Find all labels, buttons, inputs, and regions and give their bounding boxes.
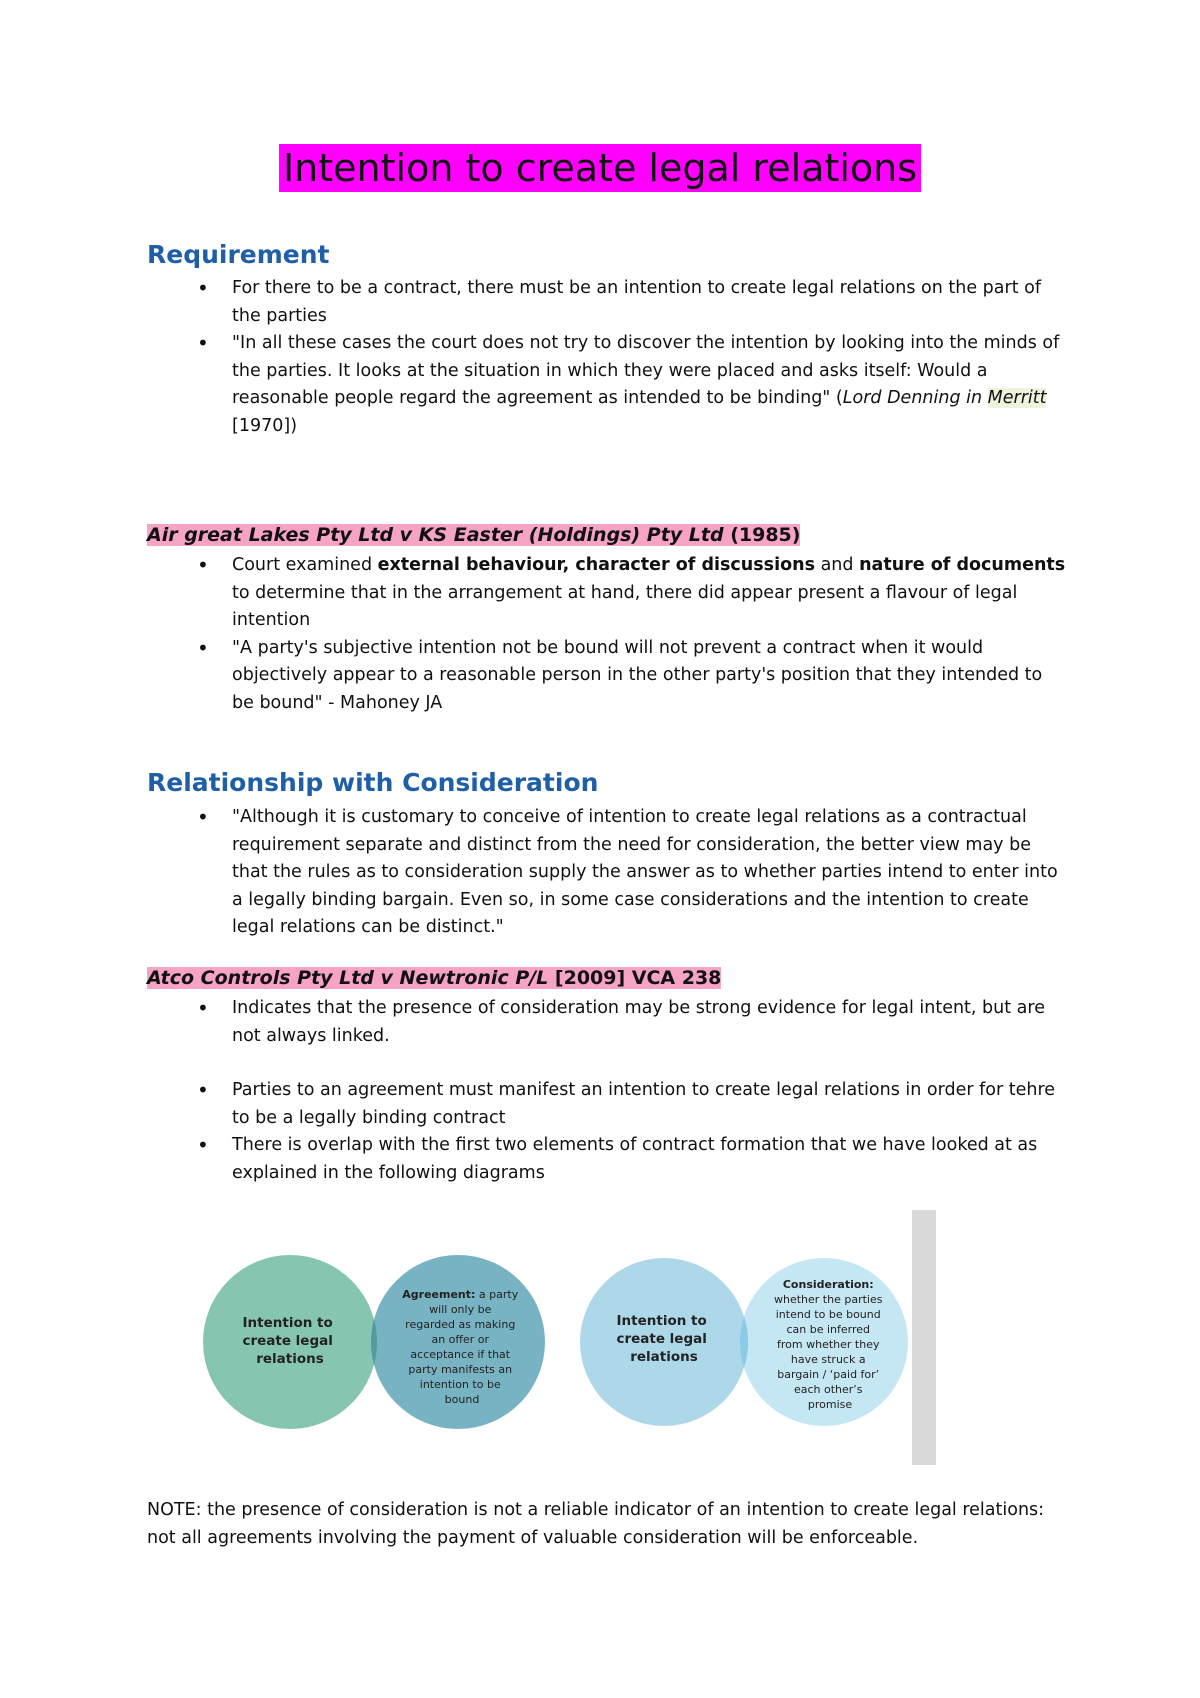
case1-bullet-1-rest: to determine that in the arrangement at hand, there did appear present a flavour of legal intention — [232, 582, 1018, 630]
venn-left-line: Intention to — [616, 1313, 707, 1329]
venn-diagram-consideration — [580, 1258, 908, 1426]
citation-case: Merritt — [987, 388, 1047, 408]
venn-right-line: can be inferred — [786, 1323, 871, 1336]
case2-bullet-2: Parties to an agreement must manifest an intention to create legal relations in order for tehre to be a legally binding contract — [232, 1080, 1056, 1128]
venn-right-line: bargain / ‘paid for’ — [777, 1368, 880, 1381]
case-heading-atco — [147, 967, 721, 989]
requirement-heading: Requirement — [147, 240, 330, 269]
venn-right-line: intention to be — [419, 1378, 501, 1391]
list-item — [232, 995, 1067, 1050]
venn-right-line: regarded as making — [405, 1318, 516, 1331]
requirement-list — [232, 275, 1067, 440]
citation-judge: Lord Denning in — [842, 388, 988, 408]
page-title — [0, 146, 1200, 190]
venn-diagram-agreement — [203, 1255, 545, 1429]
venn-right-line: an offer or — [431, 1333, 490, 1346]
venn-left-label — [242, 1315, 337, 1367]
list-item — [232, 1077, 1067, 1132]
case-year: (1985) — [723, 524, 801, 546]
citation-year: [1970]) — [232, 415, 298, 436]
note-paragraph — [147, 1497, 1047, 1552]
case-citation: [2009] VCA 238 — [548, 967, 722, 989]
list-item — [232, 635, 1067, 718]
case2-bullet-3: There is overlap with the first two elements of contract formation that we have looked at as explained in the following diagrams — [232, 1135, 1038, 1183]
venn-right-line: have struck a — [790, 1353, 866, 1366]
case1-bullet-2: "A party's subjective intention not be bound will not prevent a contract when it would objectively appear to a reasonable person in the other party's position that they intended to be bound" - Mahoney JA — [232, 637, 1043, 713]
venn-left-line: Intention to — [242, 1315, 333, 1331]
consideration-bullet-1: "Although it is customary to conceive of intention to create legal relations as a contractual requirement separate and distinct from the need for consideration, the better view may be that the rules as to consideration supply the answer as to whether parties intend to enter into a legally binding bargain. Even so, in some case considerations and the intention to create legal relations can be distinct." — [232, 807, 1058, 937]
page-shadow — [912, 1210, 936, 1465]
case1-bullet-1-and: and — [815, 555, 860, 575]
venn-right-line: will only be — [429, 1303, 492, 1316]
requirement-bullet-1: For there to be a contract, there must be an intention to create legal relations on the part of the parties — [232, 278, 1041, 326]
venn-left-line: create legal — [242, 1333, 333, 1349]
venn-diagrams — [200, 1210, 940, 1465]
venn-left-line: relations — [256, 1351, 324, 1367]
case1-list — [232, 552, 1067, 717]
note-text: the presence of consideration is not a reliable indicator of an intention to create legal relations: not all agreements involving the payment of valuable consideration will be enforceable. — [147, 1500, 1045, 1548]
consideration-list — [232, 804, 1067, 942]
case-heading-air-great-lakes — [147, 524, 800, 546]
venn-right-line: from whether they — [777, 1338, 880, 1351]
venn-right-line: bound — [444, 1393, 480, 1406]
list-item — [232, 804, 1067, 942]
case-name: Air great Lakes Pty Ltd v KS Easter (Holdings) Pty Ltd — [147, 524, 724, 546]
venn-right-line: promise — [807, 1398, 853, 1411]
venn-right-line: acceptance if that — [410, 1348, 511, 1361]
venn-right-line: party manifests an — [408, 1363, 513, 1376]
venn-right-line: a party — [475, 1288, 519, 1301]
list-item — [232, 552, 1067, 635]
case1-bullet-1-bold: external behaviour, character of discussions — [377, 555, 815, 575]
case2-list — [232, 995, 1067, 1187]
list-item — [232, 330, 1067, 440]
venn-right-line: each other’s — [793, 1383, 863, 1396]
case1-bullet-1-bold-2: nature of documents — [859, 555, 1066, 575]
case2-bullet-1: Indicates that the presence of consideration may be strong evidence for legal intent, but are not always linked. — [232, 998, 1045, 1046]
note-label: NOTE: — [147, 1500, 202, 1520]
venn-right-line: intend to be bound — [775, 1308, 881, 1321]
venn-right-bold: Agreement: — [402, 1288, 476, 1301]
case-name: Atco Controls Pty Ltd v Newtronic P/L — [147, 967, 549, 989]
list-item — [232, 275, 1067, 330]
venn-left-label — [616, 1313, 711, 1365]
venn-diagrams-svg — [200, 1210, 940, 1465]
page-title-text: Intention to create legal relations — [279, 144, 921, 192]
venn-right-bold: Consideration: — [782, 1278, 874, 1291]
requirement-bullet-2: "In all these cases the court does not try to discover the intention by looking into the minds of the parties. It looks at the situation in which they were placed and asks itself: Would a reasonable people regard the agreement as intended to be binding" ( — [232, 333, 1060, 408]
case1-bullet-1-text: Court examined — [232, 555, 378, 575]
venn-left-line: create legal — [616, 1331, 707, 1347]
list-item — [232, 1132, 1067, 1187]
venn-right-line: whether the parties — [774, 1293, 883, 1306]
consideration-heading: Relationship with Consideration — [147, 768, 599, 797]
venn-left-line: relations — [630, 1349, 698, 1365]
